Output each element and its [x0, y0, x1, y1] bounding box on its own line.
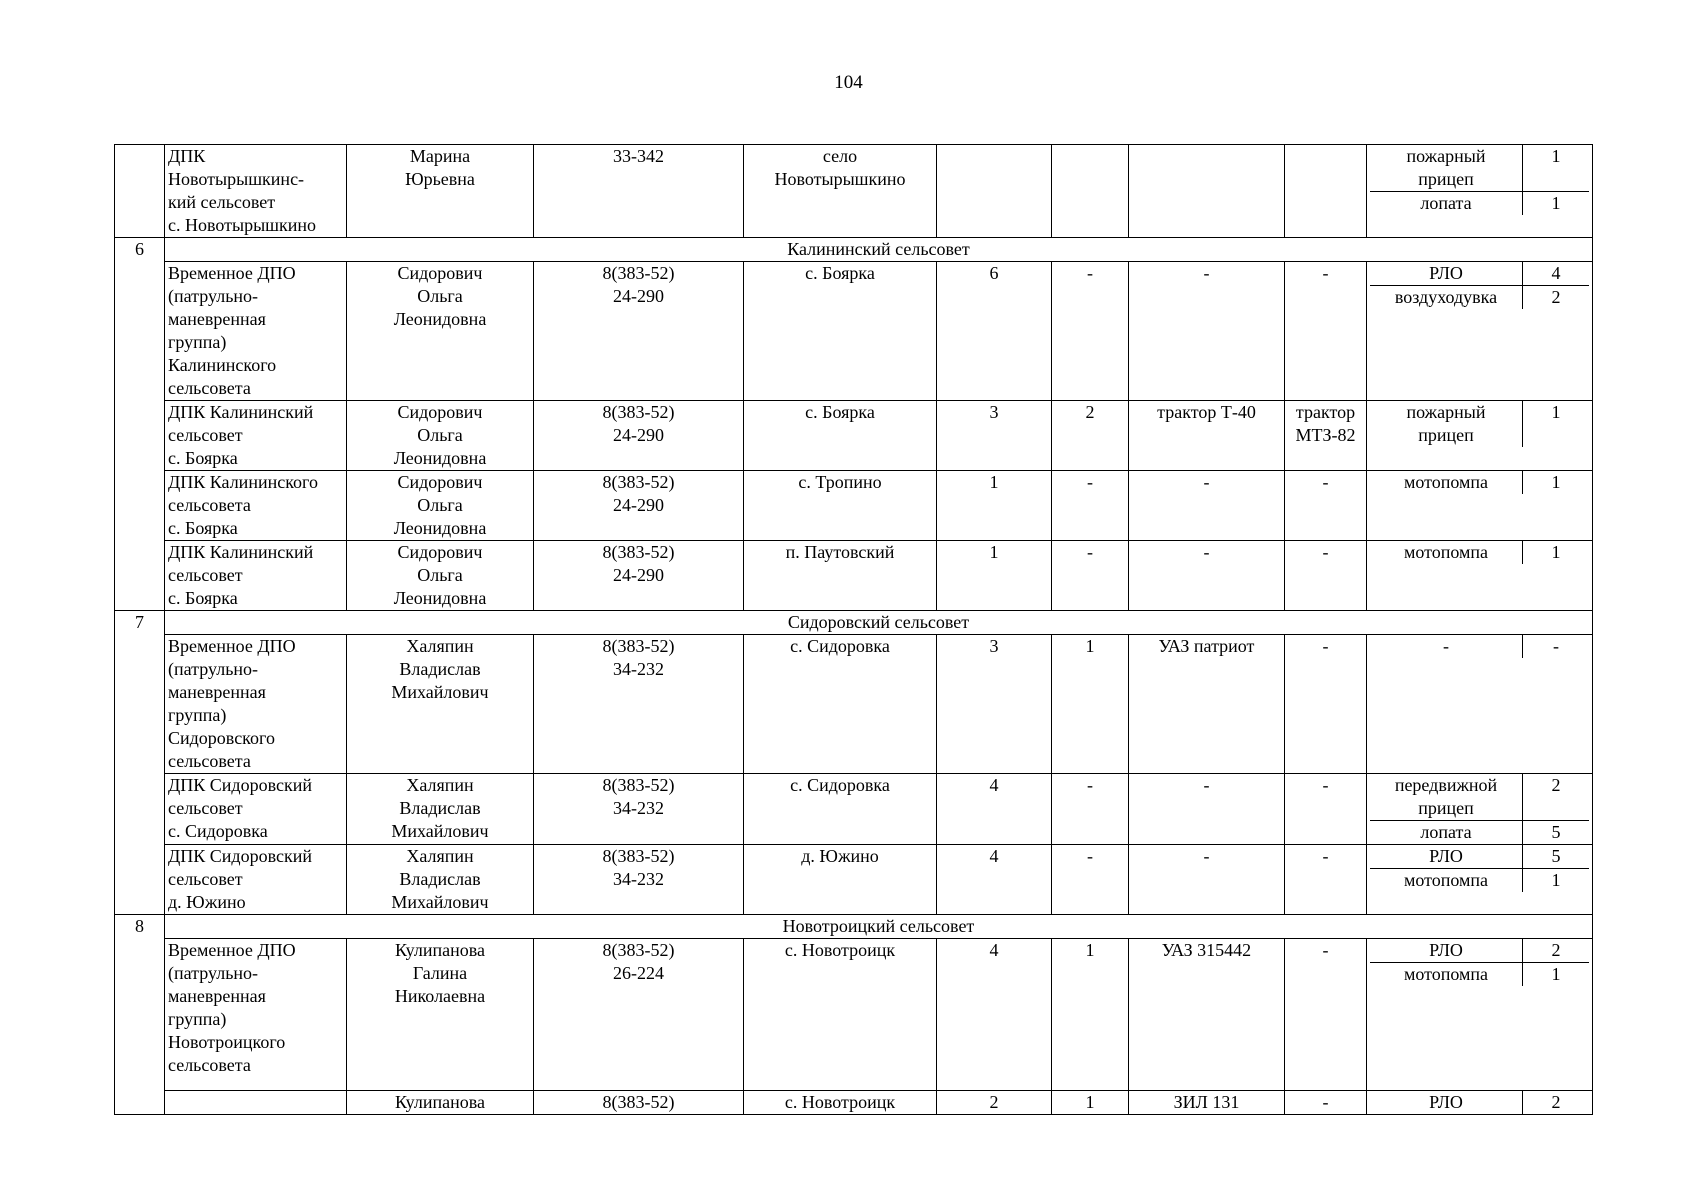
location-cell: село Новотырышкино — [744, 145, 937, 238]
equipment-name: мотопомпа — [1370, 541, 1523, 564]
equipment-list — [1370, 471, 1589, 494]
section-header-row — [115, 238, 1593, 262]
equipment-qty: 2 — [1551, 1092, 1561, 1112]
equipment-qty: 1 — [1551, 146, 1561, 166]
section-title: Калининский сельсовет — [165, 238, 1593, 262]
equipment-cell — [1367, 262, 1593, 401]
equipment-name: - — [1370, 635, 1523, 658]
vehicle-count-cell: 2 — [1052, 401, 1129, 471]
responsible-person-cell: Марина Юрьевна — [347, 145, 534, 238]
tractor-cell: - — [1285, 845, 1367, 915]
phone-cell: 8(383-52) 34-232 — [534, 774, 744, 845]
equipment-name: мотопомпа — [1370, 869, 1523, 893]
vehicle-count-cell: 1 — [1052, 635, 1129, 774]
staff-count-cell: 4 — [937, 774, 1052, 845]
equipment-qty: 1 — [1523, 869, 1590, 893]
table-row — [115, 541, 1593, 611]
equipment-name: воздуходувка — [1370, 286, 1523, 310]
staff-count-cell: 6 — [937, 262, 1052, 401]
vehicle-type-cell: УАЗ 315442 — [1129, 939, 1285, 1091]
equipment-qty: 1 — [1523, 192, 1590, 216]
phone-cell: 8(383-52) 34-232 — [534, 845, 744, 915]
equipment-item — [1370, 401, 1589, 447]
table-row — [115, 845, 1593, 915]
phone-cell: 8(383-52) — [534, 1091, 744, 1115]
equipment-name: РЛО — [1370, 845, 1523, 869]
equipment-item — [1370, 262, 1589, 286]
section-number: 7 — [115, 611, 165, 915]
equipment-name: РЛО — [1370, 1091, 1523, 1114]
table-row — [115, 145, 1593, 238]
responsible-person-cell: Халяпин Владислав Михайлович — [347, 635, 534, 774]
equipment-name: мотопомпа — [1370, 963, 1523, 987]
responsible-person-cell: Сидорович Ольга Леонидовна — [347, 401, 534, 471]
page-number: 104 — [834, 72, 863, 93]
equipment-list — [1370, 541, 1589, 564]
phone-cell: 8(383-52) 24-290 — [534, 541, 744, 611]
equipment-name: РЛО — [1370, 262, 1523, 286]
equipment-item — [1370, 541, 1589, 564]
equipment-qty: 4 — [1551, 263, 1561, 283]
location-cell: с. Сидоровка — [744, 774, 937, 845]
table-row — [115, 262, 1593, 401]
equipment-cell — [1367, 845, 1593, 915]
equipment-item — [1370, 939, 1589, 963]
location-cell: с. Тропино — [744, 471, 937, 541]
equipment-name: пожарный прицеп — [1370, 401, 1523, 447]
equipment-list — [1370, 145, 1589, 215]
equipment-qty: 1 — [1551, 542, 1561, 562]
equipment-cell — [1367, 401, 1593, 471]
equipment-qty: 1 — [1551, 472, 1561, 492]
equipment-qty: 2 — [1551, 775, 1561, 795]
responsible-person-cell: Кулипанова — [347, 1091, 534, 1115]
equipment-cell — [1367, 635, 1593, 774]
table-row — [115, 1091, 1593, 1115]
location-cell: с. Сидоровка — [744, 635, 937, 774]
phone-cell: 8(383-52) 34-232 — [534, 635, 744, 774]
row-number-cell — [115, 145, 165, 238]
section-number: 6 — [115, 238, 165, 611]
phone-cell: 33-342 — [534, 145, 744, 238]
location-cell: п. Паутовский — [744, 541, 937, 611]
equipment-item — [1370, 821, 1589, 845]
equipment-cell — [1367, 939, 1593, 1091]
vehicle-type-cell: - — [1129, 845, 1285, 915]
vehicle-type-cell: ЗИЛ 131 — [1129, 1091, 1285, 1115]
table-row — [115, 774, 1593, 845]
responsible-person-cell: Халяпин Владислав Михайлович — [347, 845, 534, 915]
organization-cell — [165, 1091, 347, 1115]
organization-cell: ДПК Калининского сельсовета с. Боярка — [165, 471, 347, 541]
staff-count-cell: 4 — [937, 939, 1052, 1091]
equipment-qty: 2 — [1523, 286, 1590, 310]
staff-count-cell — [937, 145, 1052, 238]
equipment-qty: 2 — [1551, 940, 1561, 960]
vehicle-count-cell: - — [1052, 262, 1129, 401]
equipment-qty: - — [1553, 636, 1559, 656]
equipment-name: мотопомпа — [1370, 471, 1523, 494]
organization-cell: Временное ДПО (патрульно- маневренная группа) Новотроицкого сельсовета — [165, 939, 347, 1091]
equipment-cell — [1367, 471, 1593, 541]
table-row — [115, 939, 1593, 1091]
tractor-cell: - — [1285, 541, 1367, 611]
vehicle-type-cell: трактор Т-40 — [1129, 401, 1285, 471]
staff-count-cell: 1 — [937, 471, 1052, 541]
tractor-cell — [1285, 145, 1367, 238]
organization-cell: ДПК Калининский сельсовет с. Боярка — [165, 541, 347, 611]
equipment-item — [1370, 192, 1589, 216]
organization-cell: Временное ДПО (патрульно- маневренная группа) Сидоровского сельсовета — [165, 635, 347, 774]
equipment-list — [1370, 401, 1589, 447]
equipment-qty: 5 — [1523, 821, 1590, 845]
table-row — [115, 401, 1593, 471]
phone-cell: 8(383-52) 24-290 — [534, 471, 744, 541]
vehicle-count-cell: - — [1052, 541, 1129, 611]
equipment-qty: 1 — [1551, 402, 1561, 422]
equipment-name: лопата — [1370, 821, 1523, 845]
staff-count-cell: 3 — [937, 401, 1052, 471]
vehicle-type-cell — [1129, 145, 1285, 238]
equipment-list — [1370, 774, 1589, 844]
section-header-row — [115, 915, 1593, 939]
responsible-person-cell: Сидорович Ольга Леонидовна — [347, 471, 534, 541]
staff-count-cell: 3 — [937, 635, 1052, 774]
equipment-item — [1370, 963, 1589, 987]
equipment-item — [1370, 286, 1589, 310]
vehicle-type-cell: - — [1129, 262, 1285, 401]
equipment-list — [1370, 262, 1589, 309]
section-header-row — [115, 611, 1593, 635]
equipment-item — [1370, 145, 1589, 192]
equipment-list — [1370, 845, 1589, 892]
staff-count-cell: 4 — [937, 845, 1052, 915]
section-title: Новотроицкий сельсовет — [165, 915, 1593, 939]
equipment-cell — [1367, 145, 1593, 238]
tractor-cell: - — [1285, 939, 1367, 1091]
equipment-cell — [1367, 774, 1593, 845]
responsible-person-cell: Сидорович Ольга Леонидовна — [347, 262, 534, 401]
equipment-item — [1370, 1091, 1589, 1114]
staff-count-cell: 1 — [937, 541, 1052, 611]
vehicle-type-cell: - — [1129, 471, 1285, 541]
vehicle-count-cell: - — [1052, 845, 1129, 915]
vehicle-count-cell — [1052, 145, 1129, 238]
equipment-item — [1370, 635, 1589, 658]
equipment-list — [1370, 635, 1589, 658]
tractor-cell: трактор МТЗ-82 — [1285, 401, 1367, 471]
tractor-cell: - — [1285, 1091, 1367, 1115]
equipment-list — [1370, 939, 1589, 986]
equipment-list — [1370, 1091, 1589, 1114]
tractor-cell: - — [1285, 471, 1367, 541]
fire-brigades-table — [114, 144, 1593, 1115]
phone-cell: 8(383-52) 24-290 — [534, 401, 744, 471]
equipment-item — [1370, 471, 1589, 494]
phone-cell: 8(383-52) 26-224 — [534, 939, 744, 1091]
vehicle-type-cell: УАЗ патриот — [1129, 635, 1285, 774]
section-title: Сидоровский сельсовет — [165, 611, 1593, 635]
equipment-name: пожарный прицеп — [1370, 145, 1523, 192]
organization-cell: ДПК Новотырышкинс- кий сельсовет с. Новотырышкино — [165, 145, 347, 238]
equipment-name: передвижной прицеп — [1370, 774, 1523, 821]
equipment-item — [1370, 845, 1589, 869]
tractor-cell: - — [1285, 635, 1367, 774]
tractor-cell: - — [1285, 774, 1367, 845]
responsible-person-cell: Сидорович Ольга Леонидовна — [347, 541, 534, 611]
vehicle-count-cell: - — [1052, 471, 1129, 541]
organization-cell: Временное ДПО (патрульно- маневренная группа) Калининского сельсовета — [165, 262, 347, 401]
tractor-cell: - — [1285, 262, 1367, 401]
phone-cell: 8(383-52) 24-290 — [534, 262, 744, 401]
equipment-item — [1370, 774, 1589, 821]
location-cell: с. Боярка — [744, 262, 937, 401]
organization-cell: ДПК Сидоровский сельсовет д. Южино — [165, 845, 347, 915]
vehicle-count-cell: 1 — [1052, 1091, 1129, 1115]
responsible-person-cell: Халяпин Владислав Михайлович — [347, 774, 534, 845]
table-row — [115, 635, 1593, 774]
vehicle-type-cell: - — [1129, 774, 1285, 845]
location-cell: с. Новотроицк — [744, 939, 937, 1091]
location-cell: с. Боярка — [744, 401, 937, 471]
vehicle-type-cell: - — [1129, 541, 1285, 611]
equipment-name: РЛО — [1370, 939, 1523, 963]
table-row — [115, 471, 1593, 541]
equipment-name: лопата — [1370, 192, 1523, 216]
staff-count-cell: 2 — [937, 1091, 1052, 1115]
section-number: 8 — [115, 915, 165, 1115]
equipment-cell — [1367, 541, 1593, 611]
location-cell: с. Новотроицк — [744, 1091, 937, 1115]
organization-cell: ДПК Калининский сельсовет с. Боярка — [165, 401, 347, 471]
organization-cell: ДПК Сидоровский сельсовет с. Сидоровка — [165, 774, 347, 845]
equipment-qty: 5 — [1551, 846, 1561, 866]
location-cell: д. Южино — [744, 845, 937, 915]
responsible-person-cell: Кулипанова Галина Николаевна — [347, 939, 534, 1091]
vehicle-count-cell: - — [1052, 774, 1129, 845]
equipment-qty: 1 — [1523, 963, 1590, 987]
vehicle-count-cell: 1 — [1052, 939, 1129, 1091]
equipment-item — [1370, 869, 1589, 893]
equipment-cell — [1367, 1091, 1593, 1115]
